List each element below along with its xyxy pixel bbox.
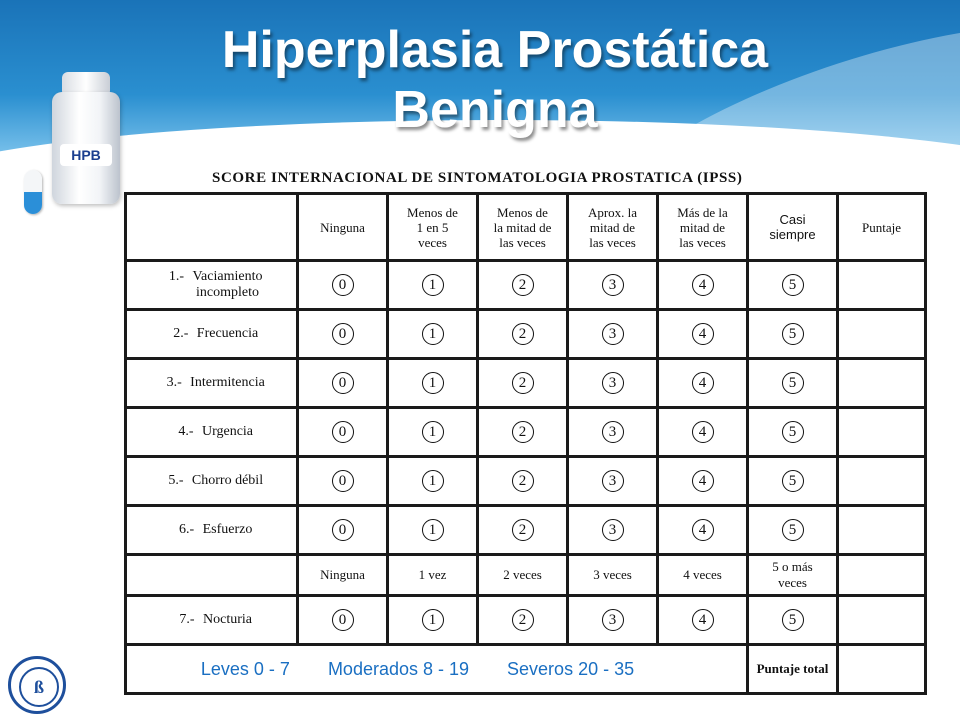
score-cell[interactable] (388, 261, 478, 310)
score-cell[interactable] (388, 596, 478, 645)
score-cell[interactable] (748, 457, 838, 506)
score-option[interactable]: 5 (782, 609, 804, 631)
column-header-line: las veces (589, 234, 636, 250)
column-header-line: la mitad de (493, 219, 552, 235)
score-cell[interactable] (748, 310, 838, 359)
score-option[interactable]: 1 (422, 421, 444, 443)
score-option[interactable]: 0 (332, 519, 354, 541)
score-cell[interactable] (658, 457, 748, 506)
question-label-line: Frecuencia (196, 326, 259, 341)
score-cell[interactable] (298, 596, 388, 645)
question-label (192, 473, 263, 489)
question-number: 6.- (179, 522, 195, 537)
score-option[interactable]: 2 (512, 274, 534, 296)
column-header-line: veces (418, 234, 447, 250)
score-cell[interactable] (748, 408, 838, 457)
score-option[interactable]: 4 (692, 519, 714, 541)
question-cell (126, 596, 298, 645)
score-cell[interactable] (568, 596, 658, 645)
puntaje-cell[interactable] (838, 506, 926, 555)
question-cell (126, 506, 298, 555)
score-cell[interactable] (388, 506, 478, 555)
score-cell[interactable] (658, 596, 748, 645)
severity-leves: Leves 0 - 7 (200, 658, 290, 679)
score-option[interactable]: 5 (782, 372, 804, 394)
question-label (190, 375, 265, 391)
question-label-line: Chorro débil (191, 473, 264, 488)
question-number: 3.- (166, 375, 182, 390)
question-cell (126, 261, 298, 310)
score-option[interactable]: 4 (692, 274, 714, 296)
score-option[interactable]: 5 (782, 323, 804, 345)
nocturia-column-header (298, 555, 388, 596)
nocturia-column-header-line: Ninguna (320, 567, 365, 582)
column-header-line: las veces (499, 234, 546, 250)
score-cell[interactable] (478, 310, 568, 359)
column-header-line: 1 en 5 (416, 219, 449, 235)
severity-severos: Severos 20 - 35 (507, 658, 635, 679)
capsule-icon (24, 170, 42, 214)
score-cell[interactable] (388, 359, 478, 408)
score-cell[interactable] (748, 261, 838, 310)
logo-monogram: ß (19, 667, 59, 707)
column-header-line: Menos de (407, 204, 458, 220)
nocturia-column-header-line: veces (778, 575, 807, 590)
header-row (126, 194, 926, 261)
score-cell[interactable] (388, 408, 478, 457)
nocturia-column-header (568, 555, 658, 596)
score-option[interactable]: 3 (602, 519, 624, 541)
score-option[interactable]: 4 (692, 372, 714, 394)
score-cell[interactable] (388, 457, 478, 506)
nocturia-header-row (126, 555, 926, 596)
question-label-line: Intermitencia (190, 375, 265, 390)
score-cell[interactable] (478, 596, 568, 645)
score-option[interactable]: 2 (512, 421, 534, 443)
score-option[interactable]: 3 (602, 609, 624, 631)
puntaje-cell[interactable] (838, 310, 926, 359)
university-logo (8, 656, 66, 714)
score-cell[interactable] (658, 506, 748, 555)
score-cell[interactable] (568, 408, 658, 457)
puntaje-cell[interactable] (838, 457, 926, 506)
question-number: 4.- (178, 424, 194, 439)
question-row (126, 310, 926, 359)
score-option[interactable]: 2 (512, 323, 534, 345)
puntaje-cell[interactable] (838, 596, 926, 645)
column-header (298, 194, 388, 261)
score-cell[interactable] (568, 457, 658, 506)
nocturia-column-header (658, 555, 748, 596)
score-option[interactable]: 3 (602, 421, 624, 443)
puntaje-cell[interactable] (838, 261, 926, 310)
nocturia-column-header-line: 2 veces (503, 567, 542, 582)
footer-row (126, 645, 926, 694)
score-cell[interactable] (568, 310, 658, 359)
question-label (202, 424, 253, 440)
question-cell (126, 408, 298, 457)
score-cell[interactable] (568, 506, 658, 555)
column-header (658, 194, 748, 261)
column-header-line: Más de la (677, 204, 728, 220)
score-option[interactable]: 2 (512, 609, 534, 631)
column-header-line: las veces (679, 234, 726, 250)
score-option[interactable]: 4 (692, 323, 714, 345)
bottle-label: HPB (60, 144, 112, 166)
score-option[interactable]: 2 (512, 519, 534, 541)
question-row (126, 408, 926, 457)
score-option[interactable]: 4 (692, 421, 714, 443)
column-header-line: Casi (779, 212, 806, 227)
question-label-line: incompleto (195, 285, 259, 300)
question-label (193, 269, 263, 301)
score-cell[interactable] (568, 359, 658, 408)
nocturia-column-header-line: 3 veces (593, 567, 632, 582)
slide-title-line1: Hiperplasia Prostática (221, 21, 769, 79)
question-row (126, 506, 926, 555)
ipss-table (124, 192, 927, 695)
puntaje-cell[interactable] (838, 408, 926, 457)
score-option[interactable]: 0 (332, 274, 354, 296)
column-header-line: Ninguna (320, 219, 365, 235)
score-option[interactable]: 5 (782, 519, 804, 541)
score-option[interactable]: 2 (512, 470, 534, 492)
score-option[interactable]: 3 (602, 372, 624, 394)
score-option[interactable]: 0 (332, 372, 354, 394)
score-cell[interactable] (658, 310, 748, 359)
question-label (197, 326, 258, 342)
question-row (126, 457, 926, 506)
score-option[interactable]: 5 (782, 470, 804, 492)
score-option[interactable]: 1 (422, 323, 444, 345)
column-header-line: Puntaje (862, 219, 901, 235)
nocturia-header-empty-cell (126, 555, 298, 596)
total-score-cell[interactable] (838, 645, 926, 694)
score-option[interactable]: 0 (332, 609, 354, 631)
severity-scale (126, 645, 748, 694)
score-option[interactable]: 3 (602, 274, 624, 296)
nocturia-column-header-line: 5 o más (772, 559, 813, 574)
column-header-line: Menos de (497, 204, 548, 220)
score-option[interactable]: 4 (692, 470, 714, 492)
score-cell[interactable] (298, 310, 388, 359)
question-label-line: Urgencia (201, 424, 254, 439)
question-label-line: Esfuerzo (202, 522, 253, 537)
question-number: 2.- (173, 326, 189, 341)
nocturia-header-puntaje-cell (838, 555, 926, 596)
score-cell[interactable] (658, 408, 748, 457)
nocturia-column-header (388, 555, 478, 596)
score-option[interactable]: 1 (422, 372, 444, 394)
nocturia-column-header (478, 555, 568, 596)
column-header-line: mitad de (589, 219, 636, 235)
slide-title (0, 20, 960, 140)
score-option[interactable]: 3 (602, 470, 624, 492)
score-cell[interactable] (478, 408, 568, 457)
score-cell[interactable] (568, 261, 658, 310)
question-label-line: Vaciamiento (192, 269, 263, 284)
score-option[interactable]: 1 (422, 470, 444, 492)
score-cell[interactable] (748, 359, 838, 408)
pill-bottle-icon (52, 72, 120, 204)
score-option[interactable]: 0 (332, 421, 354, 443)
score-cell[interactable] (658, 359, 748, 408)
question-row (126, 261, 926, 310)
table-title: SCORE INTERNACIONAL DE SINTOMATOLOGIA PROSTATICA (IPSS) (212, 170, 743, 186)
column-header-line: Aprox. la (587, 204, 638, 220)
header-empty-cell (126, 194, 298, 261)
question-cell (126, 359, 298, 408)
score-cell[interactable] (388, 310, 478, 359)
score-cell[interactable] (478, 506, 568, 555)
slide-title-line2: Benigna (392, 81, 598, 139)
bottle-cap (62, 72, 110, 94)
score-option[interactable]: 0 (332, 470, 354, 492)
nocturia-column-header-line: 1 vez (418, 567, 447, 582)
score-option[interactable]: 2 (512, 372, 534, 394)
score-cell[interactable] (748, 596, 838, 645)
score-cell[interactable] (298, 359, 388, 408)
column-header (838, 194, 926, 261)
score-cell[interactable] (478, 261, 568, 310)
column-header (568, 194, 658, 261)
score-cell[interactable] (298, 408, 388, 457)
score-cell[interactable] (478, 359, 568, 408)
score-cell[interactable] (748, 506, 838, 555)
score-cell[interactable] (478, 457, 568, 506)
score-option[interactable]: 5 (782, 421, 804, 443)
question-number: 7.- (179, 612, 195, 627)
question-label (203, 612, 252, 628)
total-score-label: Puntaje total (748, 645, 838, 694)
score-cell[interactable] (298, 457, 388, 506)
question-label-line: Nocturia (203, 612, 252, 627)
severity-moderados: Moderados 8 - 19 (327, 658, 470, 679)
score-option[interactable]: 1 (422, 274, 444, 296)
column-header-line: mitad de (679, 219, 726, 235)
puntaje-cell[interactable] (838, 359, 926, 408)
question-number: 1.- (168, 269, 185, 284)
score-cell[interactable] (658, 261, 748, 310)
column-header (388, 194, 478, 261)
column-header (478, 194, 568, 261)
score-option[interactable]: 4 (692, 609, 714, 631)
question-row (126, 359, 926, 408)
score-option[interactable]: 3 (602, 323, 624, 345)
score-option[interactable]: 1 (422, 519, 444, 541)
column-header (748, 194, 838, 261)
question-number: 5.- (168, 473, 184, 488)
score-option[interactable]: 1 (422, 609, 444, 631)
question-cell (126, 457, 298, 506)
question-row (126, 596, 926, 645)
score-option[interactable]: 5 (782, 274, 804, 296)
question-label (203, 522, 253, 538)
column-header-line: siempre (769, 227, 816, 242)
score-cell[interactable] (298, 506, 388, 555)
question-cell (126, 310, 298, 359)
score-option[interactable]: 0 (332, 323, 354, 345)
nocturia-column-header (748, 555, 838, 596)
nocturia-column-header-line: 4 veces (683, 567, 722, 582)
score-cell[interactable] (298, 261, 388, 310)
